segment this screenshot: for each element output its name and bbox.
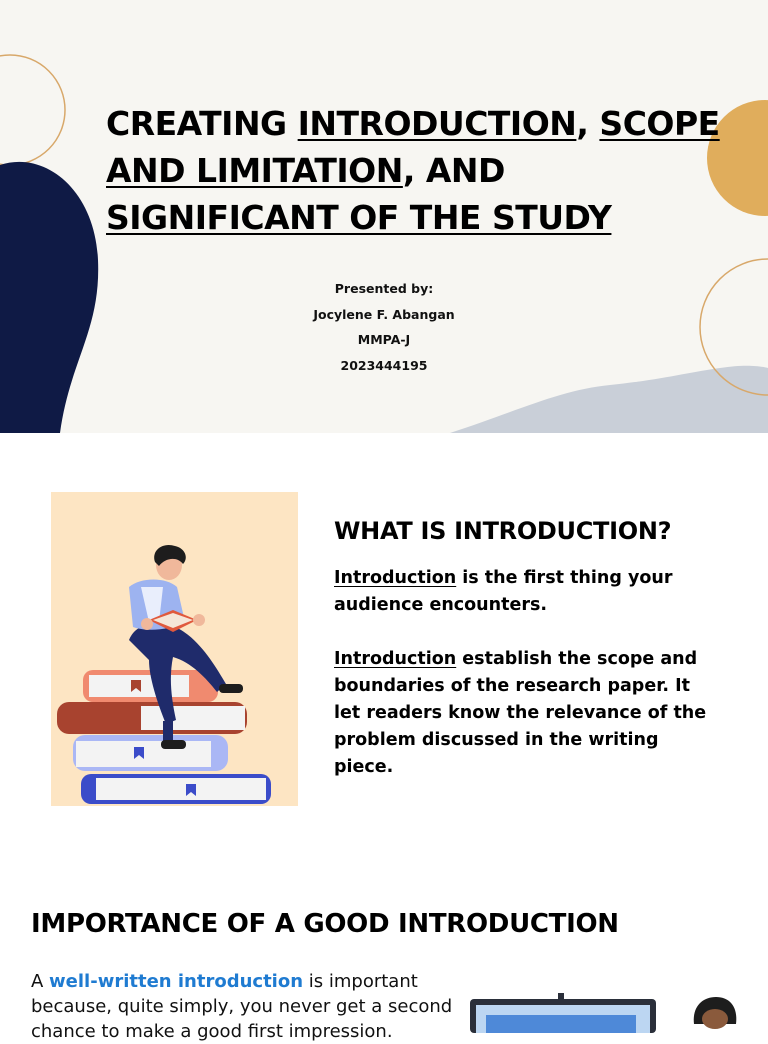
- presentation-title: CREATING INTRODUCTION, SCOPE AND LIMITATION, AND SIGNIFICANT OF THE STUDY: [106, 104, 720, 237]
- intro-paragraph-2: Introduction establish the scope and boundaries of the research paper. It let readers know the relevance of the problem discussed in the writing piece.: [334, 649, 707, 777]
- title-keyword-scope: SCOPE AND LIMITATION: [106, 104, 720, 190]
- highlighted-phrase: well-written introduction: [49, 971, 304, 992]
- introduction-slide: [0, 433, 768, 869]
- reader-illustration-art: [51, 492, 298, 806]
- presented-by-label: Presented by:: [334, 281, 434, 296]
- intro-paragraph-1: Introduction is the first thing your audience encounters.: [334, 568, 673, 615]
- presenter-name: Jocylene F. Abangan: [313, 306, 455, 322]
- title-keyword-significance: SIGNIFICANT OF THE STUDY: [106, 198, 612, 237]
- presenter-block: [234, 276, 534, 378]
- presenter-id: 2023444195: [340, 357, 428, 373]
- outline-circle-top-left: [0, 55, 65, 165]
- title-keyword-introduction: INTRODUCTION: [297, 104, 577, 143]
- reading-on-books-illustration: [51, 492, 298, 806]
- intro-keyword: Introduction: [334, 649, 457, 669]
- intro-heading: WHAT IS INTRODUCTION?: [334, 517, 672, 545]
- importance-heading: IMPORTANCE OF A GOOD INTRODUCTION: [31, 909, 619, 939]
- navy-blob: [0, 162, 98, 433]
- importance-slide: [0, 869, 768, 1042]
- presenter-program: MMPA-J: [357, 332, 411, 347]
- importance-paragraph: A well-written introduction is important because, quite simply, you never get a second chance to make a good first impression.: [31, 971, 453, 1042]
- presenter-person-icon: [688, 997, 748, 1024]
- title-slide: [0, 0, 768, 433]
- presentation-board-icon: [470, 993, 660, 1033]
- intro-keyword: Introduction: [334, 568, 457, 588]
